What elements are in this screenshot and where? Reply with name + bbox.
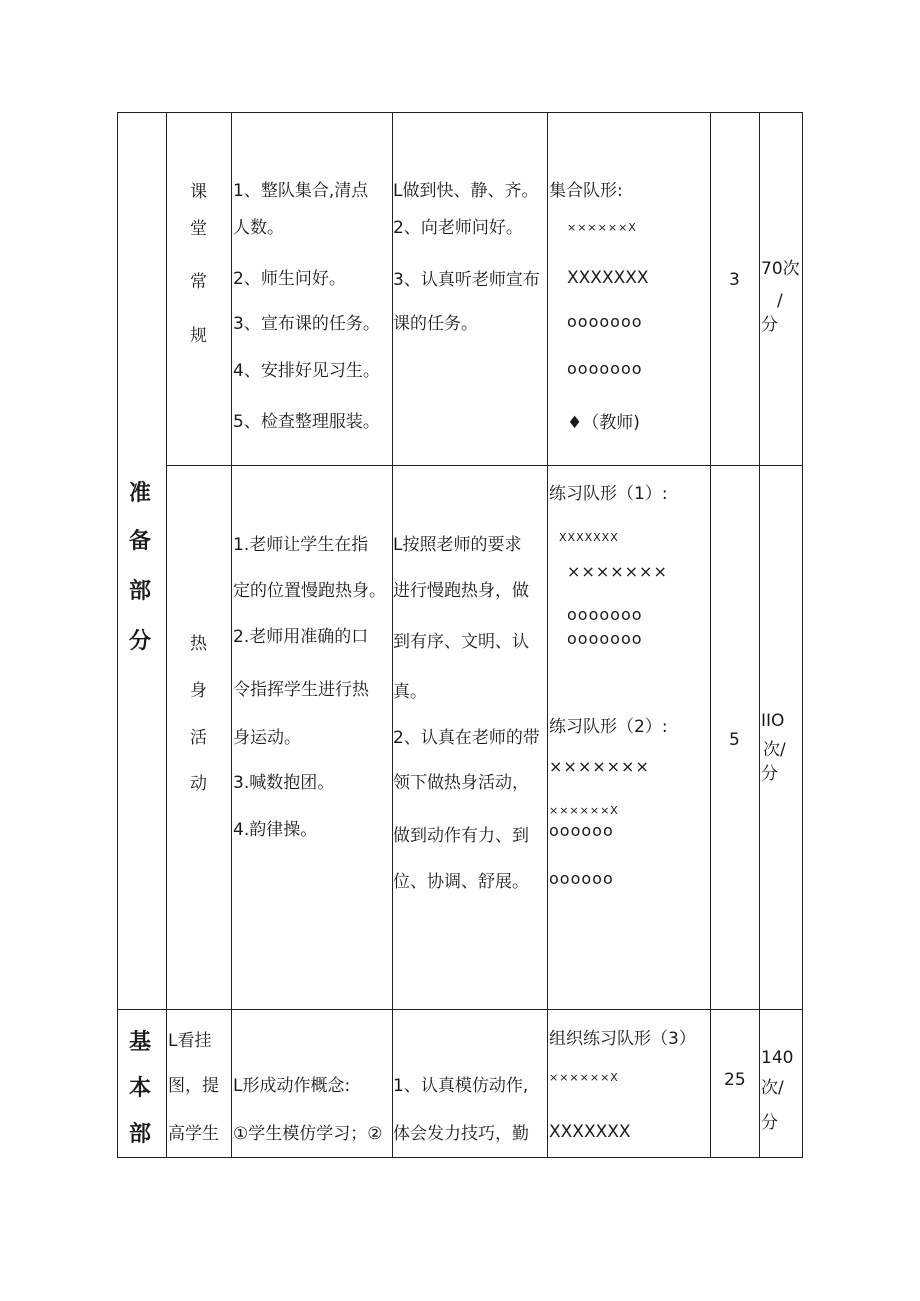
teacher-line: 人数。 [233,218,284,238]
teacher-line: L形成动作概念: [233,1076,351,1096]
intensity-line: 70次 [761,259,800,279]
time-value: 5 [729,730,740,750]
time-value: 25 [724,1070,746,1090]
student-line: 3、认真听老师宣布 [393,270,540,290]
student-line: 体会发力技巧，勤 [393,1124,529,1144]
formation-line: ××××××X [549,804,619,817]
item-line: L看挂 [168,1031,212,1051]
formation-line: ××××××× [567,562,668,581]
formation-label: 练习队形（2）: [549,717,668,737]
formation-line: XXXXXXX [567,268,649,288]
formation-line: oooooo [549,821,614,840]
teacher-line: 定的位置慢跑热身。 [233,581,386,601]
intensity-line: 分 [761,1113,778,1133]
section-title-char: 准 [129,481,152,506]
item-char: 课 [190,182,207,202]
time-value: 3 [729,270,740,290]
teacher-line: 身运动。 [233,728,301,748]
formation-line: ××××××X [549,1071,619,1084]
formation-label: 组织练习队形（3） [549,1029,696,1049]
section-title-char: 分 [129,629,152,654]
student-line: L按照老师的要求 [393,535,522,555]
teacher-line: 5、检查整理服装。 [233,412,380,432]
formation-label: 集合队形: [549,181,623,201]
teacher-line: 3.喊数抱团。 [233,773,335,793]
formation-line: ××××××× [549,757,650,776]
student-line: 做到动作有力、到 [393,826,529,846]
student-line: 真。 [393,682,427,702]
section-title-char: 部 [129,1122,152,1147]
intensity-line: 次/ [761,1078,784,1098]
section-title-char: 备 [129,529,152,554]
section-title-char: 本 [129,1076,152,1101]
teacher-line: 1.老师让学生在指 [233,535,369,555]
student-line: 到有序、文明、认 [393,632,529,652]
item-line: 图，提 [168,1076,219,1096]
section-title-char: 部 [129,579,152,604]
item-char: 身 [190,681,207,701]
student-line: L做到快、静、齐。 [393,181,539,201]
student-line: 1、认真模仿动作, [393,1076,529,1096]
student-line: 2、向老师问好。 [393,218,523,238]
formation-line: ooooooo [567,629,643,648]
item-char: 常 [190,272,207,292]
teacher-line: 令指挥学生进行热 [233,680,369,700]
student-line: 课的任务。 [393,314,478,334]
teacher-line: 2.老师用准确的口 [233,627,369,647]
formation-line: ××××××X [567,221,637,234]
intensity-line: / [777,291,783,311]
item-line: 高学生 [168,1124,219,1144]
student-line: 2、认真在老师的带 [393,728,540,748]
intensity-line: 分 [761,764,778,784]
teacher-line: 4.韵律操。 [233,820,318,840]
section-title-char: 基 [129,1030,152,1055]
student-line: 进行慢跑热身，做 [393,581,529,601]
formation-line: ooooooo [567,312,643,331]
teacher-line: ①学生模仿学习；② [233,1124,383,1144]
formation-line: ooooooo [567,359,643,378]
formation-label: 练习队形（1）: [549,484,668,504]
item-char: 活 [190,728,207,748]
student-line: 领下做热身活动， [393,773,529,793]
teacher-line: 3、宣布课的任务。 [233,314,380,334]
teacher-line: 1、整队集合,清点 [233,181,369,201]
intensity-line: 140 [761,1048,794,1068]
intensity-line: 分 [761,315,778,335]
teacher-line: 4、安排好见习生。 [233,361,380,381]
teacher-line: 2、师生问好。 [233,269,346,289]
formation-line: XXXXXXX [559,531,619,544]
formation-line: oooooo [549,869,614,888]
item-char: 规 [190,326,207,346]
item-char: 堂 [190,219,207,239]
intensity-line: 次/ [763,740,786,760]
intensity-line: IIO [761,711,785,731]
formation-line: XXXXXXX [549,1122,631,1142]
student-line: 位、协调、舒展。 [393,872,529,892]
formation-line: ooooooo [567,605,643,624]
item-char: 热 [190,634,207,654]
teacher-position: ♦（教师) [567,413,640,433]
item-char: 动 [190,774,207,794]
